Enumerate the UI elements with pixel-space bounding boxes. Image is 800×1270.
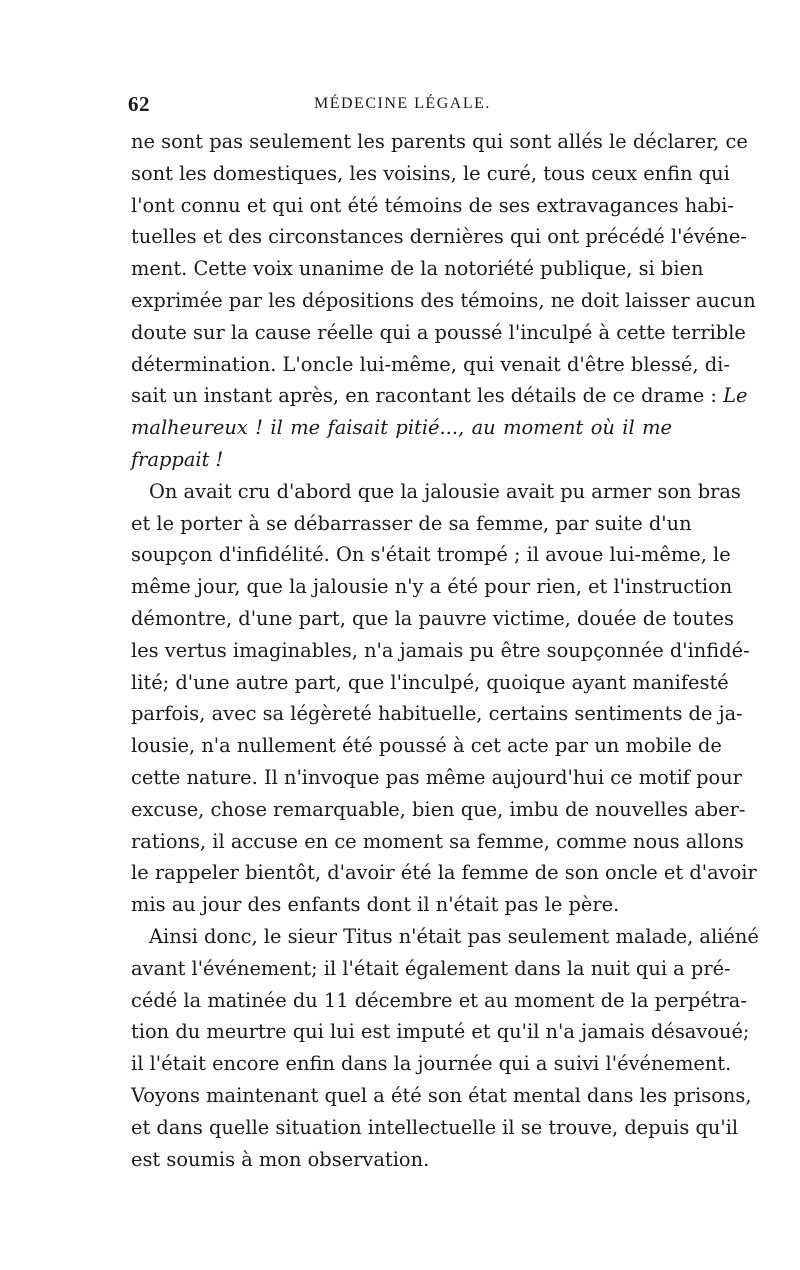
text-line: rations, il accuse en ce moment sa femme, comme nous allons bbox=[131, 829, 744, 853]
text-line: lousie, n'a nullement été poussé à cet acte par un mobile de bbox=[131, 734, 722, 758]
paragraph-last-line: est soumis à mon observation. bbox=[131, 1147, 430, 1171]
text-line: parfois, avec sa légèreté habituelle, certains sentiments de ja- bbox=[131, 702, 743, 726]
text-line: le rappeler bientôt, d'avoir été la femme de son oncle et d'avoir bbox=[131, 861, 757, 885]
page-header bbox=[128, 92, 670, 122]
text-line: détermination. L'oncle lui-même, qui venait d'être blessé, di- bbox=[131, 352, 730, 376]
text-line: démontre, d'une part, que la pauvre victime, douée de toutes bbox=[131, 606, 734, 630]
text-line: l'ont connu et qui ont été témoins de ses extravagances habi- bbox=[131, 193, 734, 217]
text-segment: sait un instant après, en racontant les détails de ce drame : bbox=[131, 384, 717, 408]
italic-quote-start: Le bbox=[723, 384, 748, 408]
text-line: avant l'événement; il l'était également dans la nuit qui a pré- bbox=[131, 956, 731, 980]
text-line: ment. Cette voix unanime de la notoriété publique, si bien bbox=[131, 257, 704, 281]
paragraph-first-line: On avait cru d'abord que la jalousie avait pu armer son bras bbox=[149, 479, 741, 503]
text-line: les vertus imaginables, n'a jamais pu être soupçonnée d'infidé- bbox=[131, 638, 750, 662]
text-line: Voyons maintenant quel a été son état mental dans les prisons, bbox=[131, 1083, 752, 1107]
text-line: même jour, que la jalousie n'y a été pour rien, et l'instruction bbox=[131, 575, 733, 599]
paragraph-last-line: mis au jour des enfants dont il n'était pas le père. bbox=[131, 893, 620, 917]
text-line: doute sur la cause réelle qui a poussé l'inculpé à cette terrible bbox=[131, 320, 746, 344]
text-line: il l'était encore enfin dans la journée qui a suivi l'événement. bbox=[131, 1052, 732, 1076]
text-line: ne sont pas seulement les parents qui sont allés le déclarer, ce bbox=[131, 130, 748, 153]
italic-quote-end: frappait ! bbox=[131, 447, 224, 471]
text-line: excuse, chose remarquable, bien que, imbu de nouvelles aber- bbox=[131, 797, 746, 821]
text-line-with-italic bbox=[131, 380, 748, 412]
body-text bbox=[131, 126, 759, 1175]
text-line: tuelles et des circonstances dernières qui ont précédé l'événe- bbox=[131, 225, 747, 249]
text-line: et dans quelle situation intellectuelle il se trouve, depuis qu'il bbox=[131, 1115, 739, 1139]
text-line: lité; d'une autre part, que l'inculpé, quoique ayant manifesté bbox=[131, 670, 729, 694]
page-number: 62 bbox=[128, 92, 150, 116]
running-title: MÉDECINE LÉGALE. bbox=[314, 95, 491, 112]
paragraph-first-line: Ainsi donc, le sieur Titus n'était pas seulement malade, aliéné bbox=[149, 924, 759, 948]
text-line: tion du meurtre qui lui est imputé et qu'il n'a jamais désavoué; bbox=[131, 1020, 750, 1044]
text-line: et le porter à se débarrasser de sa femme, par suite d'un bbox=[131, 511, 692, 535]
text-line: cette nature. Il n'invoque pas même aujourd'hui ce motif pour bbox=[131, 765, 742, 789]
text-line: soupçon d'infidélité. On s'était trompé ; il avoue lui-même, le bbox=[131, 543, 731, 567]
text-line: exprimée par les dépositions des témoins, ne doit laisser aucun bbox=[131, 288, 756, 312]
text-line: sont les domestiques, les voisins, le curé, tous ceux enfin qui bbox=[131, 161, 730, 185]
italic-quote-line: malheureux ! il me faisait pitié..., au moment où il me bbox=[131, 416, 672, 440]
text-line: cédé la matinée du 11 décembre et au moment de la perpétra- bbox=[131, 988, 747, 1012]
